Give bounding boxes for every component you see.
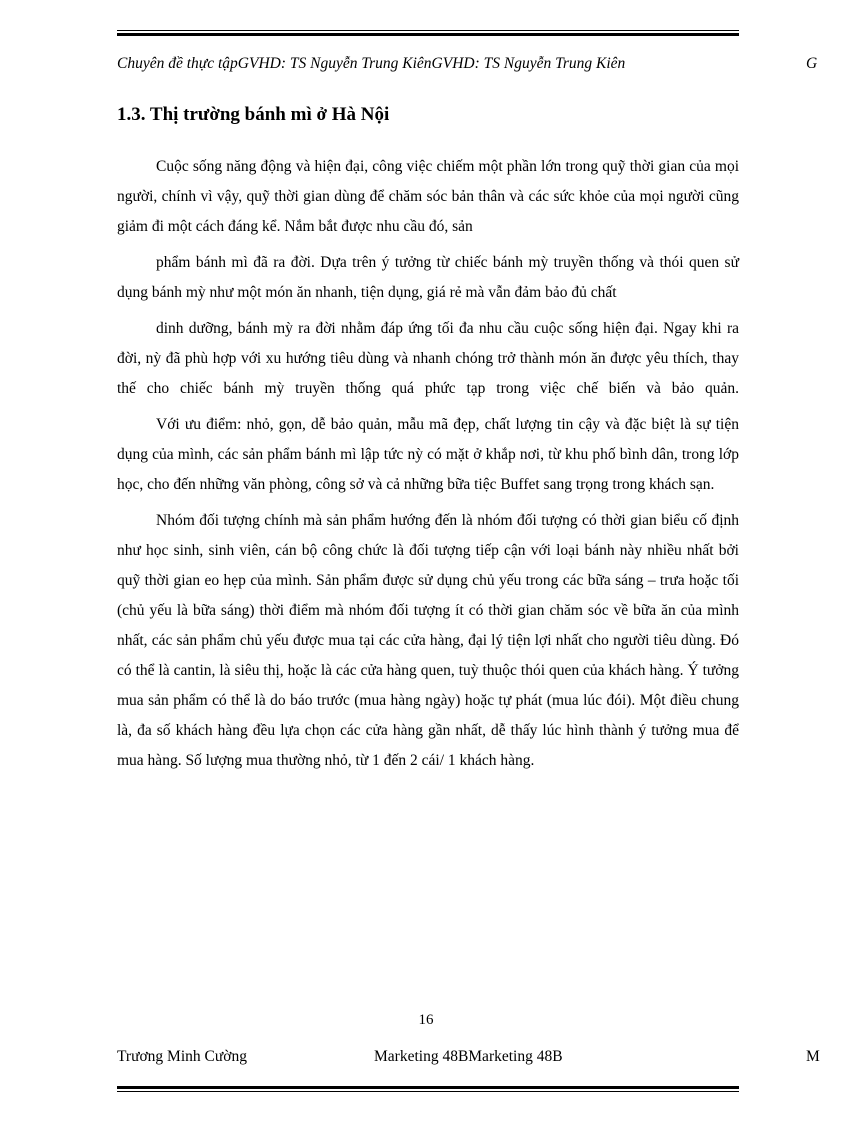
running-header: Chuyên đề thực tậpGVHD: TS Nguyễn Trung KiênGVHD: TS Nguyễn Trung Kiên	[117, 55, 626, 72]
section-title: 1.3. Thị trường bánh mì ở Hà Nội	[117, 104, 390, 125]
document-body	[117, 152, 739, 776]
paragraph-5: Nhóm đối tượng chính mà sản phẩm hướng đến là nhóm đối tượng có thời gian biểu cố định như học sinh, sinh viên, cán bộ công chức là đối tượng tiếp cận với loại bánh này nhiều nhất bởi quỹ thời gian eo hẹp của mình. Sản phẩm được sử dụng chủ yếu trong các bữa sáng – trưa hoặc tối (chủ yếu là bữa sáng) thời điểm mà nhóm đối tượng ít có thời gian chăm sóc về bữa ăn của mình nhất, các sản phẩm chủ yếu được mua tại các cửa hàng, đại lý tiện lợi nhất cho người tiêu dùng. Đó có thể là cantin, là siêu thị, hoặc là các cửa hàng quen, tuỳ thuộc thói quen của khách hàng. Ý tưởng mua sản phẩm có thể là do báo trước (mua hàng ngày) hoặc tự phát (mua lúc đói). Một điều chung là, đa số khách hàng đều lựa chọn các cửa hàng gần nhất, dễ thấy lúc hình thành ý tưởng mua để mua hàng. Số lượng mua thường nhỏ, từ 1 đến 2 cái/ 1 khách hàng.	[117, 512, 739, 769]
paragraph-4: Với ưu điểm: nhỏ, gọn, dễ bảo quản, mẫu mã đẹp, chất lượng tin cậy và đặc biệt là sự tiện dụng của mình, các sản phẩm bánh mì lập tức nỳ có mặt ở khắp nơi, từ khu phố bình dân, trong lớp học, cho đến những văn phòng, công sở và cả những bữa tiệc Buffet sang trọng trong khách sạn.	[117, 416, 739, 493]
footer-overflow: M	[806, 1048, 820, 1065]
running-header-overflow: G	[806, 55, 818, 72]
header-rule	[117, 30, 739, 38]
paragraph-2: phẩm bánh mì đã ra đời. Dựa trên ý tưởng từ chiếc bánh mỳ truyền thống và thói quen sử dụng bánh mỳ như một món ăn nhanh, tiện dụng, giá rẻ mà vẫn đảm bảo đủ chất	[117, 254, 739, 301]
paragraph-3: dinh dưỡng, bánh mỳ ra đời nhằm đáp ứng tối đa nhu cầu cuộc sống hiện đại. Ngay khi ra đời, nỳ đã phù hợp với xu hướng tiêu dùng và nhanh chóng trở thành món ăn được yêu thích, thay thế cho chiếc bánh mỳ truyền thống quá phức tạp trong việc chế biến và bảo quản.	[117, 320, 739, 397]
page-number: 16	[418, 1012, 434, 1028]
footer-author: Trương Minh Cường	[117, 1048, 247, 1065]
footer-rule	[117, 1086, 739, 1094]
paragraph-1: Cuộc sống năng động và hiện đại, công việc chiếm một phần lớn trong quỹ thời gian của mọi người, chính vì vậy, quỹ thời gian dùng để chăm sóc bản thân và các sức khỏe của mọi người cũng giảm đi một cách đáng kể. Nắm bắt được nhu cầu đó, sản	[117, 158, 739, 235]
footer-class: Marketing 48BMarketing 48B	[374, 1048, 563, 1065]
